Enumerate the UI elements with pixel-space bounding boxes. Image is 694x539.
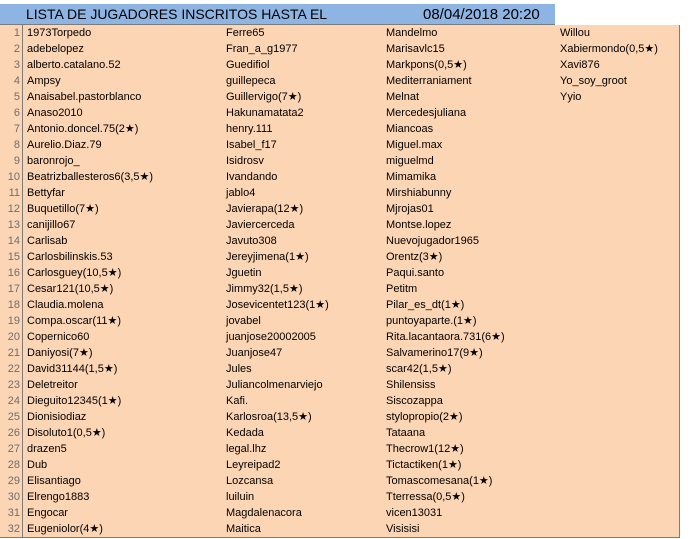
row-number: 9 (13, 155, 20, 167)
row-number: 7 (13, 123, 20, 135)
player-name-cell[interactable]: Javiercerceda (226, 219, 295, 231)
player-name-cell[interactable]: Magdalenacora (226, 507, 302, 519)
row-number: 17 (7, 283, 20, 295)
player-name-cell[interactable]: adebelopez (27, 43, 84, 55)
player-name-cell[interactable]: Mjrojas01 (386, 203, 434, 215)
player-name-cell[interactable]: Mirshiabunny (386, 187, 452, 199)
player-name-cell[interactable]: Maitica (226, 523, 261, 535)
row-number: 26 (7, 427, 20, 439)
sheet-margin (680, 0, 694, 539)
player-name-cell[interactable]: Antonio.doncel.75(2★) (27, 123, 139, 135)
player-name-cell[interactable]: Jguetin (226, 267, 262, 279)
player-name-cell[interactable]: Juanjose47 (226, 347, 283, 359)
row-number: 25 (7, 411, 20, 423)
player-name-cell[interactable]: Mimamika (386, 171, 437, 183)
player-name-cell[interactable]: Willou (560, 27, 590, 39)
player-grid (0, 25, 680, 537)
player-name-cell[interactable]: Deletreitor (27, 379, 78, 391)
row-number-column (0, 25, 23, 537)
player-name-cell[interactable]: Carlosbilinskis.53 (27, 251, 113, 263)
player-name-cell[interactable]: Dionisiodiaz (27, 411, 87, 423)
player-name-cell[interactable]: Fran_a_g1977 (226, 43, 298, 55)
player-name-cell[interactable]: Visisisi (386, 523, 420, 535)
player-name-cell[interactable]: Miguel.max (386, 139, 443, 151)
grid-bottom-border (0, 537, 680, 538)
title-bar (0, 4, 555, 25)
player-name-cell[interactable]: Eugeniolor(4★) (27, 523, 103, 535)
player-name-cell[interactable]: Beatrizballesteros6(3,5★) (27, 171, 154, 183)
player-name-cell[interactable]: Mandelmo (386, 27, 438, 39)
player-name-cell[interactable]: Kafi. (226, 395, 249, 407)
player-name-cell[interactable]: Ivandando (226, 171, 278, 183)
row-number: 4 (13, 75, 20, 87)
player-name-cell[interactable]: Tataana (386, 427, 426, 439)
player-name-cell[interactable]: Juliancolmenarviejo (226, 379, 323, 391)
row-number: 11 (8, 187, 20, 199)
player-name-cell[interactable]: Carlisab (27, 235, 68, 247)
row-number: 12 (7, 203, 20, 215)
player-name-cell[interactable]: Mercedesjuliana (386, 107, 467, 119)
player-name-cell[interactable]: Salvamerino17(9★) (386, 347, 483, 359)
player-name-cell[interactable]: Jimmy32(1,5★) (226, 283, 303, 295)
player-name-cell[interactable]: Montse.lopez (386, 219, 452, 231)
player-name-cell[interactable]: Javierapa(12★) (226, 203, 304, 215)
player-name-cell[interactable]: luiluin (226, 491, 255, 503)
player-name-cell[interactable]: Ampsy (27, 75, 61, 87)
page-title: LISTA DE JUGADORES INSCRITOS HASTA EL (26, 6, 328, 22)
player-name-cell[interactable]: Jules (226, 363, 252, 375)
player-name-cell[interactable]: Bettyfar (27, 187, 65, 199)
player-name-cell[interactable]: Orentz(3★) (386, 251, 443, 263)
row-number: 6 (13, 107, 20, 119)
player-name-cell[interactable]: Pilar_es_dt(1★) (386, 299, 465, 311)
player-name-cell[interactable]: jablo4 (226, 187, 256, 199)
player-name-cell[interactable]: Isidrosv (226, 155, 264, 167)
player-name-cell[interactable]: Dieguito12345(1★) (27, 395, 122, 407)
row-number: 13 (7, 219, 20, 231)
row-number: 2 (13, 43, 20, 55)
player-name-cell[interactable]: Nuevojugador1965 (386, 235, 479, 247)
row-number: 27 (7, 443, 20, 455)
player-name-cell[interactable]: guillepeca (226, 75, 276, 87)
player-name-cell[interactable]: Lozcansa (226, 475, 274, 487)
player-name-cell[interactable]: Xabiermondo(0,5★) (560, 43, 658, 55)
player-name-cell[interactable]: Yo_soy_groot (560, 75, 627, 87)
player-name-cell[interactable]: Mediterraniament (386, 75, 472, 87)
row-number: 18 (7, 299, 20, 311)
player-name-cell[interactable]: puntoyaparte.(1★) (386, 315, 477, 327)
player-name-cell[interactable]: Aurelio.Diaz.79 (27, 139, 102, 151)
row-number: 32 (7, 523, 20, 535)
player-name-cell[interactable]: legal.lhz (226, 443, 267, 455)
row-number: 31 (7, 507, 20, 519)
player-name-cell[interactable]: baronrojo_ (27, 155, 80, 167)
row-number: 24 (7, 395, 20, 407)
player-name-cell[interactable]: Xavi876 (560, 59, 600, 71)
player-name-cell[interactable]: Karlosroa(13,5★) (226, 411, 312, 423)
player-name-cell[interactable]: jovabel (226, 315, 261, 327)
player-name-cell[interactable]: Isabel_f17 (226, 139, 277, 151)
player-name-cell[interactable]: Petitm (386, 283, 418, 295)
player-name-cell[interactable]: Cesar121(10,5★) (27, 283, 114, 295)
player-name-cell[interactable]: alberto.catalano.52 (27, 59, 121, 71)
player-name-cell[interactable]: Guillervigo(7★) (226, 91, 302, 103)
player-name-cell[interactable]: Guedifiol (226, 59, 270, 71)
player-name-cell[interactable]: Markpons(0,5★) (386, 59, 467, 71)
player-name-cell[interactable]: Ferre65 (226, 27, 265, 39)
player-name-cell[interactable]: Josevicentet123(1★) (226, 299, 329, 311)
player-name-cell[interactable]: Elisantiago (27, 475, 81, 487)
player-name-cell[interactable]: drazen5 (27, 443, 67, 455)
player-name-cell[interactable]: stylopropio(2★) (386, 411, 463, 423)
player-name-cell[interactable]: Leyreipad2 (226, 459, 281, 471)
row-number: 10 (7, 171, 20, 183)
player-name-cell[interactable]: Rita.lacantaora.731(6★) (386, 331, 505, 343)
player-name-cell[interactable]: Yyio (560, 91, 582, 103)
player-name-cell[interactable]: juanjose20002005 (226, 331, 316, 343)
player-name-cell[interactable]: 1973Torpedo (27, 27, 92, 39)
player-name-cell[interactable]: Buquetillo(7★) (27, 203, 99, 215)
row-number: 21 (7, 347, 20, 359)
row-number: 1 (13, 27, 20, 39)
player-name-cell[interactable]: Javuto308 (226, 235, 277, 247)
row-number: 15 (7, 251, 20, 263)
player-name-cell[interactable]: Kedada (226, 427, 264, 439)
player-name-cell[interactable]: Copernico60 (27, 331, 90, 343)
player-name-cell[interactable]: Claudia.molena (27, 299, 104, 311)
player-name-cell[interactable]: Shilensiss (386, 379, 436, 391)
player-name-cell[interactable]: Disoluto1(0,5★) (27, 427, 106, 439)
player-name-cell[interactable]: Dub (27, 459, 48, 471)
player-name-cell[interactable]: Marisavlc15 (386, 43, 445, 55)
player-name-cell[interactable]: vicen13031 (386, 507, 443, 519)
player-name-cell[interactable]: Daniyosi(7★) (27, 347, 93, 359)
player-name-cell[interactable]: Tterressa(0,5★) (386, 491, 465, 503)
row-number: 23 (7, 379, 20, 391)
player-name-cell[interactable]: Tictactiken(1★) (386, 459, 462, 471)
player-name-cell[interactable]: henry.111 (226, 123, 273, 135)
row-number: 29 (7, 475, 20, 487)
player-name-cell[interactable]: Carlosguey(10,5★) (27, 267, 122, 279)
row-number: 14 (7, 235, 20, 247)
player-name-cell[interactable]: Hakunamatata2 (226, 107, 304, 119)
row-number: 16 (7, 267, 20, 279)
row-number: 30 (7, 491, 20, 503)
row-number: 22 (7, 363, 20, 375)
player-name-cell[interactable]: David31144(1,5★) (27, 363, 118, 375)
row-number: 5 (13, 91, 20, 103)
player-name-cell[interactable]: Tomascomesana(1★) (386, 475, 493, 487)
player-name-cell[interactable]: canijillo67 (27, 219, 76, 231)
player-name-cell[interactable]: scar42(1,5★) (386, 363, 452, 375)
player-name-cell[interactable]: Compa.oscar(11★) (27, 315, 122, 327)
row-number: 19 (7, 315, 20, 327)
row-number: 8 (13, 139, 20, 151)
player-name-cell[interactable]: Melnat (386, 91, 420, 103)
player-name-cell[interactable]: Elrengo1883 (27, 491, 90, 503)
row-number: 3 (13, 59, 20, 71)
player-name-cell[interactable]: Anaso2010 (27, 107, 83, 119)
player-name-cell[interactable]: Anaisabel.pastorblanco (27, 91, 142, 103)
player-name-cell[interactable]: Miancoas (386, 123, 434, 135)
player-name-cell[interactable]: Paqui.santo (386, 267, 445, 279)
title-date: 08/04/2018 20:20 (423, 6, 540, 23)
player-name-cell[interactable]: Thecrow1(12★) (386, 443, 464, 455)
player-name-cell[interactable]: Siscozappa (386, 395, 443, 407)
player-name-cell[interactable]: miguelmd (386, 155, 434, 167)
row-number: 28 (7, 459, 20, 471)
row-number: 20 (7, 331, 20, 343)
player-name-cell[interactable]: Jereyjimena(1★) (226, 251, 309, 263)
player-name-cell[interactable]: Engocar (27, 507, 68, 519)
